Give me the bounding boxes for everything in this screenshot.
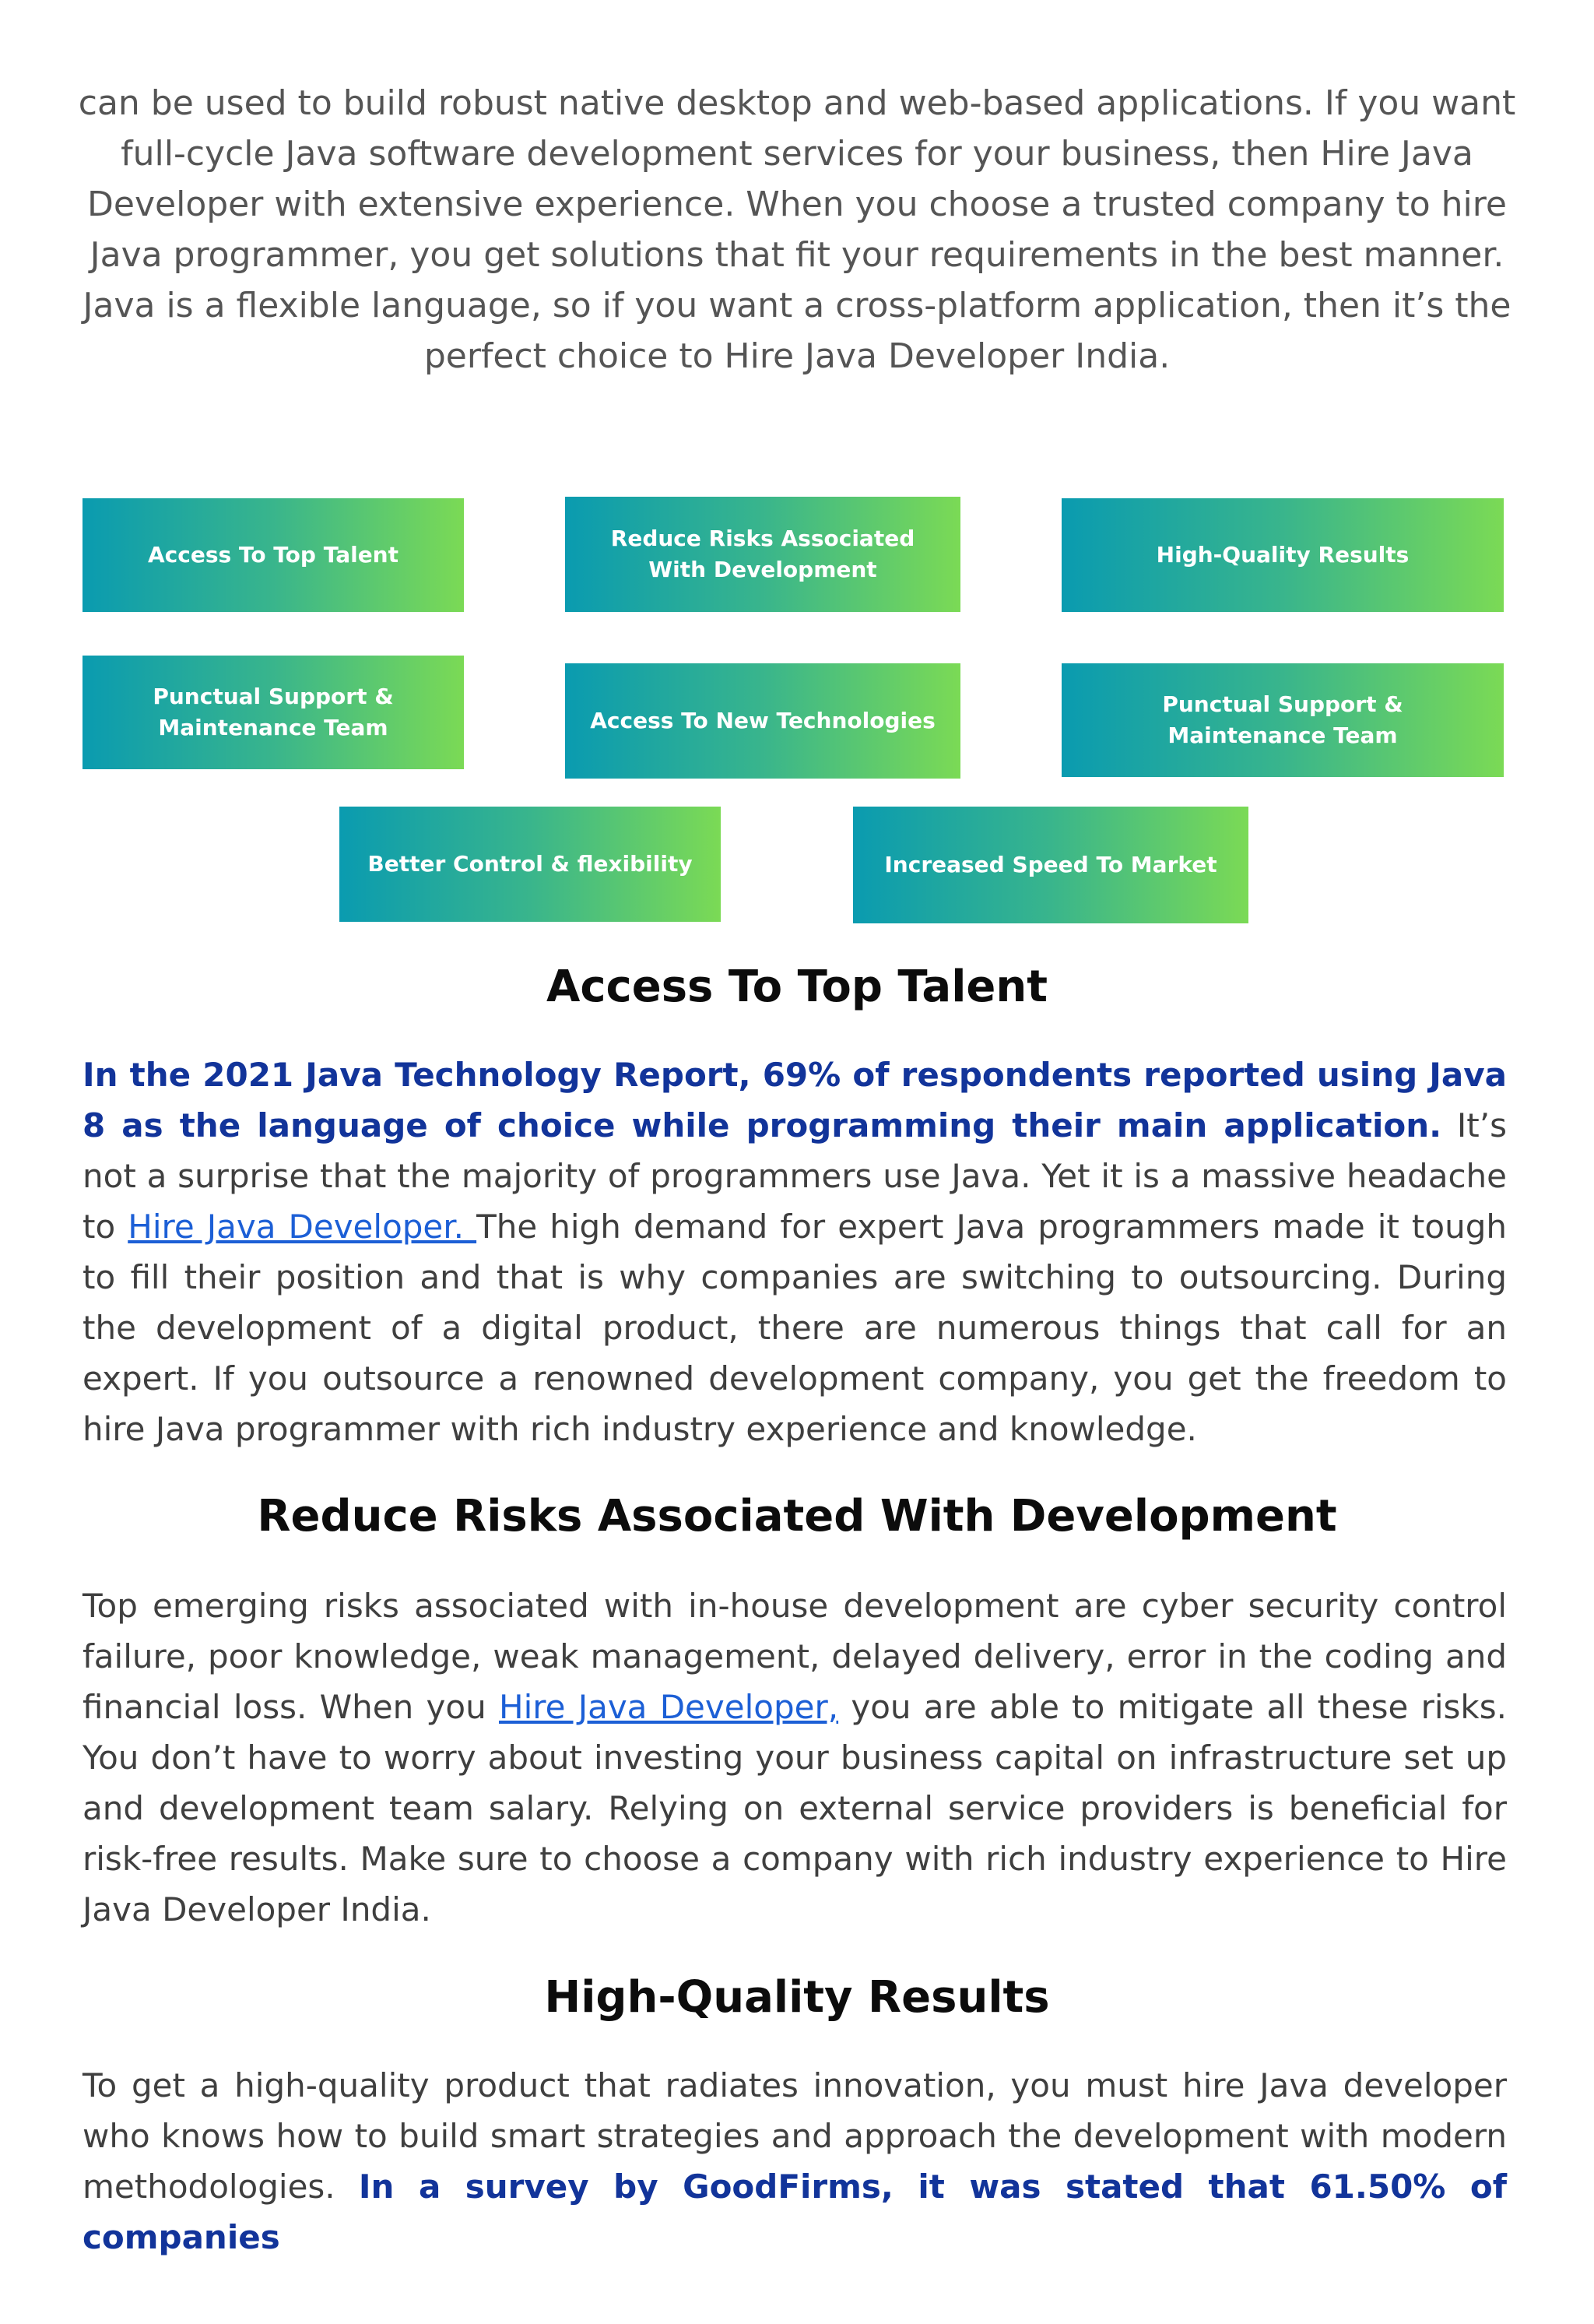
intro-paragraph: can be used to build robust native desktop and web-based applications. If you want full-cycle Java software development services for your business, then Hire Java Developer with extensive experience. When you choose a trusted company to hire Java programmer, you get solutions that fit your requirements in the best manner. Java is a flexible language, so if you want a cross-platform application, then it’s the perfect choice to Hire Java Developer India. [78, 83, 1516, 376]
body-text: you are able to mitigate all these risks. You don’t have to worry about investing your business capital on infrastructure set up and development team salary. Relying on external service providers is beneficial for risk-free results. Make sure to choose a company with rich industry experience to Hire Java Developer India. [83, 1688, 1507, 1928]
body-text: To get a high-quality product that radiates innovation, you must hire Java developer who knows how to build smart strategies and approach the development with modern methodologies. [83, 2066, 1507, 2206]
tile-high-quality-results: High-Quality Results [1062, 498, 1504, 612]
hire-java-developer-link[interactable]: Hire Java Developer, [498, 1688, 839, 1726]
tile-punctual-support-right: Punctual Support & Maintenance Team [1062, 663, 1504, 777]
tile-punctual-support-left: Punctual Support & Maintenance Team [83, 656, 464, 769]
tile-increased-speed: Increased Speed To Market [853, 807, 1248, 923]
heading-high-quality-results: High-Quality Results [544, 1972, 1050, 2023]
hire-java-developer-link[interactable]: Hire Java Developer. [128, 1208, 477, 1246]
paragraph-high-quality-results [83, 2060, 1507, 2262]
paragraph-reduce-risks [83, 1580, 1507, 1935]
highlight-goodfirms-survey: In a survey by GoodFirms, it was stated that 61.50% of companies [83, 2168, 1508, 2256]
heading-access-to-top-talent: Access To Top Talent [546, 962, 1048, 1012]
body-text: The high demand for expert Java programmers made it tough to fill their position and that is why companies are switching to outsourcing. During the development of a digital product, there are numerous things that call for an expert. If you outsource a renowned development company, you get the freedom to hire Java programmer with rich industry experience and knowledge. [83, 1208, 1507, 1448]
tile-better-control: Better Control & flexibility [339, 807, 721, 922]
paragraph-access-to-top-talent [83, 1049, 1507, 1454]
heading-reduce-risks: Reduce Risks Associated With Development [257, 1491, 1337, 1542]
tile-access-to-top-talent: Access To Top Talent [83, 498, 464, 612]
body-text: It’s not a surprise that the majority of programmers use Java. Yet it is a massive headache to [83, 1106, 1507, 1246]
highlight-java-report-stat: In the 2021 Java Technology Report, 69% of respondents reported using Java 8 as the language of choice while programming their main application. [83, 1056, 1507, 1144]
body-text: Top emerging risks associated with in-house development are cyber security control failure, poor knowledge, weak management, delayed delivery, error in the coding and financial loss. When you [83, 1587, 1507, 1726]
tile-reduce-risks: Reduce Risks Associated With Development [565, 497, 960, 612]
tile-access-to-new-technologies: Access To New Technologies [565, 663, 960, 779]
